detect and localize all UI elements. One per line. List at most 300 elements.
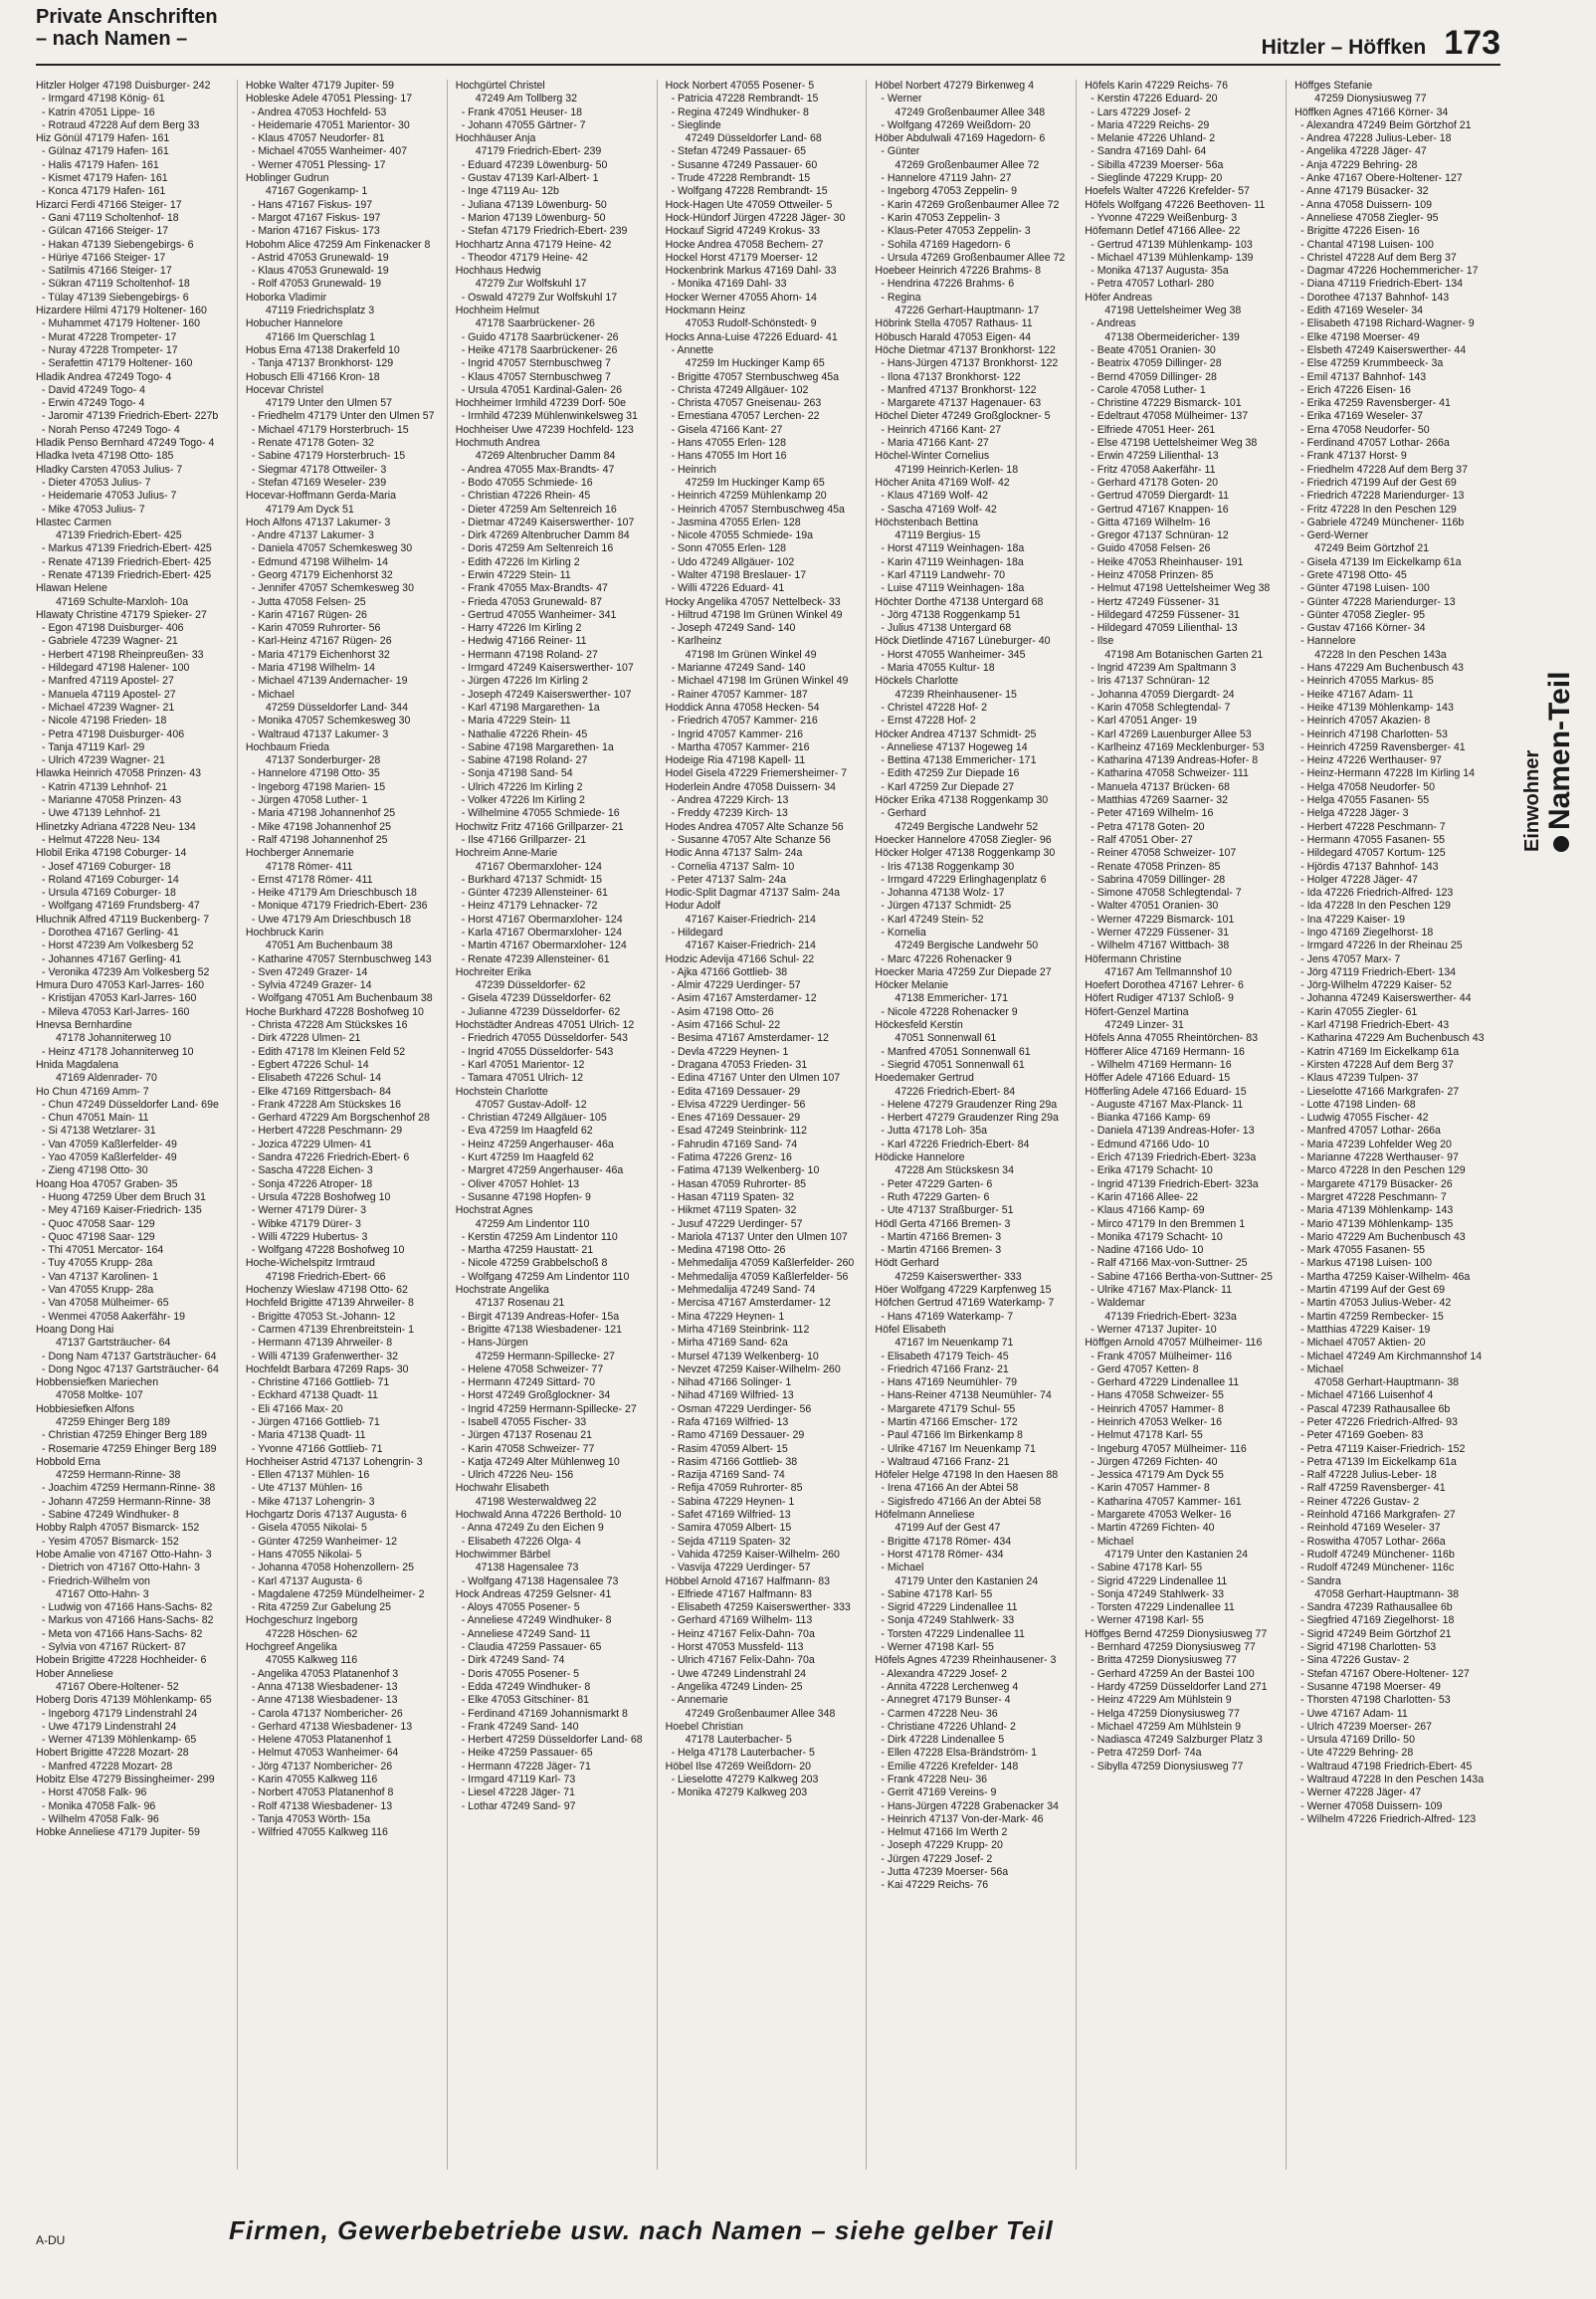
directory-entry: - Ernst 47178 Römer- 411 [251, 873, 373, 886]
directory-entry: - Horst 47055 Wanheimer- 345 [881, 648, 1026, 661]
directory-entry: - Kristijan 47053 Karl-Jarres- 160 [42, 992, 197, 1005]
directory-entry: - Elke 47198 Moerser- 49 [1300, 330, 1420, 343]
directory-entry: - Gertrud 47059 Diergardt- 11 [1091, 490, 1230, 503]
directory-entry: 47249 Bergische Landwehr 50 [895, 940, 1039, 952]
directory-entry: - Edith 47178 Im Kleinen Feld 52 [251, 1045, 406, 1058]
directory-entry: - Sylvia von 47167 Rückert- 87 [42, 1641, 186, 1654]
directory-entry: - Hans 47229 Am Buchenbusch 43 [1300, 662, 1464, 675]
directory-entry: 47179 Unter den Kastanien 24 [895, 1574, 1039, 1587]
directory-entry: - Thi 47051 Mercator- 164 [42, 1244, 164, 1257]
directory-entry: - Uwe 47179 Am Drieschbusch 18 [251, 913, 412, 926]
directory-entry: - Michael 47198 Im Grünen Winkel 49 [671, 675, 849, 688]
directory-entry: Hitzler Holger 47198 Duisburger- 242 [36, 80, 211, 92]
directory-entry: - Monique 47179 Friedrich-Ebert- 236 [251, 900, 428, 913]
directory-entry: - Tanja 47119 Karl- 29 [42, 740, 145, 753]
directory-entry: - Gerhard 47259 An der Bastei 100 [1091, 1667, 1255, 1680]
directory-entry: - Matthias 47269 Saarner- 32 [1091, 794, 1229, 807]
directory-entry: - Irmgard 47249 Kaiserswerther- 107 [461, 662, 634, 675]
directory-entry: Höbel Norbert 47279 Birkenweg 4 [875, 80, 1035, 92]
directory-entry: - Maria 47198 Johannenhof 25 [251, 807, 396, 820]
directory-entry: - Wolfgang 47228 Rembrandt- 15 [671, 185, 828, 198]
directory-entry: - Karin 47059 Ruhrorter- 56 [251, 622, 381, 635]
directory-entry: - Petra 47057 Lotharl- 280 [1091, 278, 1214, 291]
directory-entry: - Mileva 47053 Karl-Jarres- 160 [42, 1005, 190, 1018]
directory-entry: - Mehmedalija 47059 Kaßlerfelder- 56 [671, 1270, 849, 1283]
directory-entry: - Ida 47226 Friedrich-Alfred- 123 [1300, 887, 1454, 900]
directory-entry: Hochgürtel Christel [455, 80, 545, 92]
directory-entry: - Asim 47166 Schul- 22 [671, 1019, 781, 1032]
directory-entry: - Hiltrud 47198 Im Grünen Winkel 49 [671, 608, 843, 621]
directory-entry: - Martin 47199 Auf der Gest 69 [1300, 1284, 1446, 1297]
directory-entry: - Klaus 47166 Kamp- 69 [1091, 1204, 1205, 1217]
directory-entry: - Anja 47229 Behring- 28 [1300, 158, 1418, 171]
directory-entry: - Karlheinz [671, 635, 722, 648]
directory-entry: - Andrea 47053 Hochfeld- 53 [251, 105, 387, 118]
directory-entry: - Trude 47228 Rembrandt- 15 [671, 172, 811, 185]
directory-entry: - Elfriede 47051 Heer- 261 [1091, 423, 1216, 436]
directory-entry: - Michael 47055 Wanheimer- 407 [251, 145, 408, 158]
directory-entry: Hnida Magdalena [36, 1058, 119, 1071]
directory-entry: - Gregor 47137 Schnüran- 12 [1091, 529, 1229, 542]
directory-entry: - Elisabeth 47179 Teich- 45 [881, 1350, 1009, 1362]
directory-entry: - Heidemarie 47051 Marientor- 30 [251, 118, 410, 131]
directory-entry: - Uwe 47249 Lindenstrahl 24 [671, 1667, 807, 1680]
directory-entry: 47259 Düsseldorfer Land- 344 [265, 701, 408, 714]
directory-entry: - Eli 47166 Max- 20 [251, 1402, 343, 1415]
directory-entry: Hoefert Dorothea 47167 Lehrer- 6 [1085, 979, 1244, 992]
directory-entry: - Jürgen 47229 Josef- 2 [881, 1852, 993, 1865]
directory-entry: Hobe Amalie von 47167 Otto-Hahn- 3 [36, 1548, 212, 1561]
directory-entry: Hochgreef Angelika [245, 1641, 337, 1654]
directory-entry: Hockenbrink Markus 47169 Dahl- 33 [665, 265, 837, 278]
directory-entry: - Frank 47228 Neu- 36 [881, 1774, 988, 1785]
directory-entry: - Dagmar 47226 Hochemmericher- 17 [1300, 265, 1479, 278]
directory-entry: Hochwimmer Bärbel [455, 1548, 551, 1561]
directory-entry: - Brigitte 47226 Eisen- 16 [1300, 225, 1420, 238]
directory-entry: - Werner 47228 Jäger- 47 [1300, 1786, 1422, 1799]
directory-entry: - Christel 47228 Auf dem Berg 37 [1300, 251, 1457, 264]
directory-entry: - Rainer 47057 Kammer- 187 [671, 688, 808, 701]
directory-entry: - Mercisa 47167 Amsterdamer- 12 [671, 1297, 831, 1310]
directory-entry: - Regina 47249 Windhuker- 8 [671, 105, 809, 118]
directory-entry: - Hans 47167 Fiskus- 197 [251, 198, 373, 211]
directory-entry: - Ralf 47166 Max-von-Suttner- 25 [1091, 1257, 1248, 1270]
directory-entry: - Pascal 47239 Rathausallee 6b [1300, 1402, 1451, 1415]
directory-entry: - Heinrich 47137 Von-der-Mark- 46 [881, 1812, 1044, 1825]
directory-entry: - Rotraud 47228 Auf dem Berg 33 [42, 118, 200, 131]
directory-entry: - Alexandra 47229 Josef- 2 [881, 1667, 1008, 1680]
directory-entry: Hochbruck Karin [245, 927, 324, 939]
directory-entry: Höck Dietlinde 47167 Lüneburger- 40 [875, 635, 1051, 648]
directory-entry: - Karl 47198 Friedrich-Ebert- 43 [1300, 1019, 1450, 1032]
directory-entry: Hock Andreas 47259 Gelsner- 41 [455, 1587, 612, 1600]
directory-entry: - Helmut 47228 Neu- 134 [42, 833, 160, 846]
directory-entry: - Christian 47226 Rhein- 45 [461, 490, 591, 503]
directory-entry: - Helga 47178 Lauterbacher- 5 [671, 1747, 815, 1760]
directory-entry: - Karl 47051 Marientor- 12 [461, 1058, 585, 1071]
directory-entry: Hochheiser Astrid 47137 Lohengrin- 3 [245, 1455, 423, 1468]
directory-entry: - Christian 47259 Ehinger Berg 189 [42, 1429, 208, 1442]
directory-entry: Höfferling Adele 47166 Eduard- 15 [1085, 1085, 1247, 1098]
directory-entry: Hockmann Heinz [665, 305, 746, 317]
directory-entry: - Yvonne 47166 Gottlieb- 71 [251, 1442, 383, 1455]
directory-entry: - Mina 47229 Heynen- 1 [671, 1310, 785, 1323]
directory-entry: - Quoc 47058 Saar- 129 [42, 1217, 155, 1230]
directory-entry: - Heinrich [671, 463, 716, 476]
directory-entry: Hochstädter Andreas 47051 Ulrich- 12 [455, 1019, 635, 1032]
directory-entry: - Margot 47167 Fiskus- 197 [251, 211, 381, 224]
directory-entry: - Edith 47226 Im Kirling 2 [461, 555, 580, 568]
directory-entry: - Walter 47051 Oranien- 30 [1091, 900, 1219, 913]
directory-entry: - Christel 47228 Hof- 2 [881, 701, 987, 714]
directory-entry: - Katharine 47057 Sternbuschweg 143 [251, 952, 432, 965]
directory-entry: - Nicole 47228 Rohenacker 9 [881, 1005, 1018, 1018]
directory-entry: - Ilona 47137 Bronkhorst- 122 [881, 370, 1021, 383]
directory-entry: Höchstenbach Bettina [875, 516, 979, 528]
directory-entry: - Heike 47178 Saarbrückener- 26 [461, 343, 618, 356]
directory-entry: - Carole 47058 Luther- 1 [1091, 383, 1206, 396]
directory-entry: Höffges Bernd 47259 Dionysiusweg 77 [1085, 1627, 1268, 1640]
directory-entry: Hockauf Sigrid 47249 Krokus- 33 [665, 225, 821, 238]
directory-entry: - Jürgen 47226 Im Kirling 2 [461, 675, 588, 688]
directory-entry: - Jürgen 47269 Fichten- 40 [1091, 1455, 1218, 1468]
directory-entry: - Nicole 47198 Frieden- 18 [42, 715, 167, 728]
directory-entry: Hobbensiefken Mariechen [36, 1376, 159, 1389]
directory-entry: - Beate 47051 Oranien- 30 [1091, 343, 1216, 356]
directory-entry: - Heinrich 47198 Charlotten- 53 [1300, 728, 1448, 740]
directory-entry: - Dietmar 47249 Kaiserswerther- 107 [461, 516, 635, 528]
directory-entry: Höcker Holger 47138 Roggenkamp 30 [875, 847, 1056, 860]
directory-entry: - Mike 47198 Johannenhof 25 [251, 820, 392, 833]
directory-entry: Hochgeschurz Ingeborg [245, 1614, 358, 1627]
directory-entry: - Martha 47057 Kammer- 216 [671, 740, 810, 753]
directory-entry: - Wolfgang 47169 Frundsberg- 47 [42, 900, 200, 913]
directory-entry: - Karla 47167 Obermarxloher- 124 [461, 927, 623, 939]
directory-entry: - Ingrid 47057 Sternbuschweg 7 [461, 357, 611, 370]
directory-entry: - Sabine 47178 Karl- 55 [1091, 1562, 1203, 1574]
directory-entry: Hoecker Maria 47259 Zur Diepade 27 [875, 965, 1052, 978]
directory-entry: 47138 Hagensalee 73 [475, 1562, 579, 1574]
directory-entry: - Sohila 47169 Hagedorn- 6 [881, 238, 1011, 251]
directory-entry: - Holger 47228 Jäger- 47 [1300, 873, 1418, 886]
directory-entry: - Michael 47166 Luisenhof 4 [1300, 1389, 1434, 1402]
directory-entry: - David 47249 Togo- 4 [42, 383, 146, 396]
directory-entry: - Manfred 47137 Bronkhorst- 122 [881, 383, 1037, 396]
directory-entry: - Anneliese 47249 Windhuker- 8 [461, 1614, 612, 1627]
directory-entry: - Yesim 47057 Bismarck- 152 [42, 1535, 179, 1548]
directory-entry: - Ingeburg 47057 Mülheimer- 116 [1091, 1442, 1247, 1455]
directory-entry: - Ida 47228 In den Peschen 129 [1300, 900, 1451, 913]
directory-entry: - Jürgen 47166 Gottlieb- 71 [251, 1415, 380, 1428]
directory-entry: - Asim 47198 Otto- 26 [671, 1005, 774, 1018]
directory-entry: Hoch Alfons 47137 Lakumer- 3 [245, 516, 391, 528]
directory-entry: - Frank 47051 Heuser- 18 [461, 105, 583, 118]
directory-entry: - Helga 47259 Dionysiusweg 77 [1091, 1707, 1240, 1720]
directory-entry: Hobert Brigitte 47228 Mozart- 28 [36, 1747, 189, 1760]
directory-entry: - Petra 47178 Goten- 20 [1091, 820, 1205, 833]
directory-entry: - Dieter 47053 Julius- 7 [42, 476, 151, 489]
directory-entry: - Günter [881, 145, 920, 158]
directory-entry: - Karin 47055 Kalkweg 116 [251, 1774, 378, 1785]
directory-entry: - Friedrich 47166 Franz- 21 [881, 1362, 1009, 1375]
directory-entry: - Marco 47228 In den Peschen 129 [1300, 1164, 1466, 1177]
directory-entry: - Siegfried 47169 Ziegelhorst- 18 [1300, 1614, 1455, 1627]
directory-entry: - Johanna 47059 Diergardt- 24 [1091, 688, 1235, 701]
directory-entry: - Susanne 47198 Moerser- 49 [1300, 1680, 1441, 1693]
directory-entry: - Kai 47229 Reichs- 76 [881, 1879, 989, 1892]
directory-entry: - Werner 47198 Karl- 55 [1091, 1614, 1204, 1627]
bullet-icon [1553, 836, 1569, 852]
directory-entry: - Renate 47139 Friedrich-Ebert- 425 [42, 568, 212, 581]
directory-entry: Hock Norbert 47055 Posener- 5 [665, 80, 815, 92]
directory-entry: - Katharina 47229 Am Buchenbusch 43 [1300, 1032, 1485, 1045]
directory-entry: 47167 Im Neuenkamp 71 [895, 1337, 1014, 1350]
directory-entry: Hochstein Charlotte [455, 1085, 548, 1098]
directory-entry: Hochgartz Doris 47137 Augusta- 6 [245, 1509, 407, 1522]
directory-entry: - Günter 47058 Ziegler- 95 [1300, 608, 1425, 621]
directory-entry: - Gertrud 47167 Knappen- 16 [1091, 503, 1229, 516]
directory-entry: - Sabine 47178 Karl- 55 [881, 1587, 993, 1600]
directory-entry: - Helmut 47053 Wanheimer- 64 [251, 1747, 399, 1760]
directory-entry: - Auguste 47167 Max-Planck- 11 [1091, 1098, 1244, 1111]
directory-entry: - Hans-Jürgen 47137 Bronkhorst- 122 [881, 357, 1059, 370]
directory-entry: 47198 Im Grünen Winkel 49 [685, 648, 817, 661]
directory-entry: - Mehmedalija 47059 Kaßlerfelder- 260 [671, 1257, 855, 1270]
directory-entry: - Ursula 47228 Boshofweg 10 [251, 1190, 391, 1203]
directory-entry: - Fatima 47139 Welkenberg- 10 [671, 1164, 820, 1177]
directory-entry: - Edina 47167 Unter den Ulmen 107 [671, 1072, 841, 1085]
directory-column [875, 80, 1077, 2170]
directory-entry: - Ulrike 47167 Im Neuenkamp 71 [881, 1442, 1036, 1455]
directory-entry: - Bernhard 47259 Dionysiusweg 77 [1091, 1641, 1256, 1654]
directory-entry: - Mario 47139 Möhlenkamp- 135 [1300, 1217, 1454, 1230]
directory-entry: 47199 Auf der Gest 47 [895, 1522, 1001, 1535]
directory-entry: 47167 Kaiser-Friedrich- 214 [685, 913, 816, 926]
directory-entry: 47249 Beim Görtzhof 21 [1314, 542, 1429, 555]
directory-entry: 47137 Rosenau 21 [475, 1297, 565, 1310]
directory-entry: - Sigrid 47229 Lindenallee 11 [881, 1601, 1018, 1614]
directory-entry: - Horst 47119 Weinhagen- 18a [881, 542, 1025, 555]
directory-entry: 47269 Altenbrucher Damm 84 [475, 450, 616, 463]
directory-entry: - Nihad 47166 Solinger- 1 [671, 1376, 792, 1389]
directory-entry: - Vasvija 47229 Uerdinger- 57 [671, 1562, 811, 1574]
directory-entry: Höfel Elisabeth [875, 1323, 946, 1336]
directory-entry: - Fritz 47058 Aakerfähr- 11 [1091, 463, 1216, 476]
directory-entry: - Osman 47229 Uerdinger- 56 [671, 1402, 812, 1415]
directory-entry: - Monika 47279 Kalkweg 203 [671, 1786, 808, 1799]
directory-entry: - Diana 47119 Friedrich-Ebert- 134 [1300, 278, 1464, 291]
directory-entry: Hobleske Adele 47051 Plessing- 17 [245, 93, 413, 105]
directory-entry: - Ingrid 47057 Kammer- 216 [671, 728, 804, 740]
directory-entry: - Ingeborg 47179 Lindenstrahl 24 [42, 1707, 198, 1720]
directory-entry: - Brigitte 47138 Wiesbadener- 121 [461, 1323, 623, 1336]
directory-entry: - Sandra 47226 Friedrich-Ebert- 6 [251, 1151, 410, 1164]
directory-entry: - Sonn 47055 Erlen- 128 [671, 542, 786, 555]
directory-entry: - Jutta 47239 Moerser- 56a [881, 1866, 1009, 1879]
directory-entry: - Werner [881, 93, 922, 105]
directory-entry: - Günter 47228 Mariendurger- 13 [1300, 595, 1456, 608]
directory-entry: - Andrea 47228 Julius-Leber- 18 [1300, 132, 1452, 145]
directory-entry: - Roland 47169 Coburger- 14 [42, 873, 179, 886]
directory-entry: - Kurt 47259 Im Haagfeld 62 [461, 1151, 594, 1164]
directory-entry: - Frank 47055 Max-Brandts- 47 [461, 582, 608, 595]
directory-entry: - Angelika 47053 Platanenhof 3 [251, 1667, 399, 1680]
directory-entry: - Wolfgang 47051 Am Buchenbaum 38 [251, 992, 433, 1005]
directory-entry: - Grete 47198 Otto- 45 [1300, 568, 1407, 581]
directory-entry: - Waltraud 47166 Franz- 21 [881, 1455, 1010, 1468]
directory-entry: - Ludwig 47055 Fischer- 42 [1300, 1112, 1429, 1125]
directory-entry: 47226 Friedrich-Ebert- 84 [895, 1085, 1016, 1098]
directory-entry: - Andre 47137 Lakumer- 3 [251, 529, 374, 542]
directory-entry: - Ferdinand 47057 Lothar- 266a [1300, 437, 1450, 450]
directory-entry: - Mursel 47139 Welkenberg- 10 [671, 1350, 819, 1362]
directory-entry: - Heike 47053 Rheinhauser- 191 [1091, 555, 1244, 568]
directory-entry: 47249 Am Tollberg 32 [475, 93, 577, 105]
directory-entry: - Hermann 47055 Fasanen- 55 [1300, 833, 1446, 846]
directory-entry: - Marianne 47228 Werthauser- 97 [1300, 1151, 1459, 1164]
directory-entry: - Emilie 47226 Krefelder- 148 [881, 1760, 1019, 1773]
directory-entry: - Sina 47226 Gustav- 2 [1300, 1654, 1410, 1667]
directory-entry: 47249 Düsseldorfer Land- 68 [685, 132, 822, 145]
directory-entry: - Gerhard [881, 807, 926, 820]
directory-entry: - Marianne 47058 Prinzen- 43 [42, 794, 182, 807]
directory-entry: - Melanie 47226 Uhland- 2 [1091, 132, 1216, 145]
directory-entry: - Yvonne 47229 Weißenburg- 3 [1091, 211, 1238, 224]
directory-entry: - Anneliese 47137 Hogeweg 14 [881, 740, 1028, 753]
directory-entry: - Ursula 47169 Coburger- 18 [42, 887, 176, 900]
directory-entry: - Friedrich 47055 Düsseldorfer- 543 [461, 1032, 628, 1045]
directory-entry: Hochhaus Hedwig [455, 265, 541, 278]
directory-entry: - Cornelia 47137 Salm- 10 [671, 860, 795, 873]
directory-entry: - Frieda 47053 Grunewald- 87 [461, 595, 603, 608]
directory-entry: Höffgen Arnold 47057 Mülheimer- 116 [1085, 1337, 1263, 1350]
directory-entry: - Michael 47239 Wagner- 21 [42, 701, 175, 714]
directory-entry: - Gani 47119 Scholtenhof- 18 [42, 211, 179, 224]
directory-entry: - Heinrich 47057 Akazien- 8 [1300, 715, 1431, 728]
directory-entry: - Annette [671, 343, 713, 356]
directory-entry: - Edmund 47198 Wilhelm- 14 [251, 555, 389, 568]
directory-entry: - Quoc 47198 Saar- 129 [42, 1230, 155, 1243]
directory-entry: - Murat 47228 Trompeter- 17 [42, 330, 177, 343]
directory-entry: - Werner 47051 Plessing- 17 [251, 158, 386, 171]
directory-entry: - Matthias 47229 Kaiser- 19 [1300, 1323, 1431, 1336]
directory-entry: - Huong 47259 Über dem Bruch 31 [42, 1190, 206, 1203]
directory-entry: 47119 Friedrichsplatz 3 [265, 305, 375, 317]
section-title-line2: – nach Namen – [36, 28, 188, 50]
directory-entry: Hochwahr Elisabeth [455, 1482, 549, 1495]
directory-entry: - Magdalene 47259 Mündelheimer- 2 [251, 1587, 425, 1600]
directory-entry: - Paul 47166 Im Birkenkamp 8 [881, 1429, 1023, 1442]
directory-entry: - Jozica 47229 Ulmen- 41 [251, 1138, 372, 1150]
directory-entry: 47228 Höschen- 62 [265, 1627, 358, 1640]
directory-entry: - Torsten 47229 Lindenallee 11 [881, 1627, 1025, 1640]
name-range: Hitzler – Höffken [1261, 36, 1427, 59]
directory-entry: - Wolfgang 47138 Hagensalee 73 [461, 1574, 619, 1587]
directory-entry: - Eckhard 47138 Quadt- 11 [251, 1389, 378, 1402]
directory-entry: Hochheim Helmut [455, 305, 539, 317]
directory-entry: - Heinz-Hermann 47228 Im Kirling 14 [1300, 767, 1476, 780]
directory-entry: - Esad 47249 Steinbrink- 112 [671, 1125, 807, 1138]
directory-entry: - Ralf 47051 Ober- 27 [1091, 833, 1193, 846]
directory-column [456, 80, 658, 2170]
directory-entry: Hochreiter Erika [455, 965, 531, 978]
directory-entry: - Hermann 47139 Ahrweiler- 8 [251, 1337, 393, 1350]
directory-entry: - Muhammet 47179 Holtener- 160 [42, 317, 200, 330]
directory-entry: Hocevar-Hoffmann Gerda-Maria [245, 490, 396, 503]
directory-entry: - Horst 47239 Am Volkesberg 52 [42, 940, 194, 952]
directory-entry: - Helmut 47198 Uettelsheimer Weg 38 [1091, 582, 1271, 595]
directory-entry: - Nicole 47055 Schmiede- 19a [671, 529, 814, 542]
directory-entry: - Willi 47139 Grafenwerther- 32 [251, 1350, 399, 1362]
directory-entry: 47169 Schulte-Marxloh- 10a [56, 595, 189, 608]
directory-entry: - Hans 47058 Schweizer- 55 [1091, 1389, 1224, 1402]
directory-entry: - Ursula 47269 Großenbaumer Allee 72 [881, 251, 1066, 264]
directory-entry: Höbbel Arnold 47167 Halfmann- 83 [665, 1574, 831, 1587]
directory-entry: - Maria 47166 Kant- 27 [881, 437, 989, 450]
directory-entry: - Theodor 47179 Heine- 42 [461, 251, 588, 264]
directory-entry: - Margret 47259 Angerhauser- 46a [461, 1164, 624, 1177]
directory-entry: - Ulrich 47167 Felix-Dahn- 70a [671, 1654, 815, 1667]
directory-entry: - Ulrike 47167 Max-Planck- 11 [1091, 1284, 1232, 1297]
directory-entry: - Razija 47169 Sand- 74 [671, 1469, 785, 1482]
directory-entry: 47249 Linzer- 31 [1104, 1019, 1184, 1032]
directory-entry: - Jörg-Wilhelm 47229 Kaiser- 52 [1300, 979, 1453, 992]
directory-entry: - Hakan 47139 Siebengebirgs- 6 [42, 238, 194, 251]
directory-entry: Hoborka Vladimir [245, 291, 327, 304]
directory-entry: 47167 Otto-Hahn- 3 [56, 1587, 149, 1600]
directory-entry: - Ute 47137 Mühlen- 16 [251, 1482, 363, 1495]
directory-entry: - Mark 47055 Fasanen- 55 [1300, 1244, 1425, 1257]
directory-entry: - Horst 47249 Großglockner- 34 [461, 1389, 611, 1402]
directory-entry: 47167 Kaiser-Friedrich- 214 [685, 940, 816, 952]
directory-entry: - Kismet 47179 Hafen- 161 [42, 172, 168, 185]
directory-entry: - Hermann 47249 Sittard- 70 [461, 1376, 595, 1389]
directory-entry: Höcker Melanie [875, 979, 949, 992]
directory-entry: - Lieselotte 47166 Markgrafen- 27 [1300, 1085, 1460, 1098]
directory-entry: - Andrea 47229 Kirch- 13 [671, 794, 789, 807]
directory-entry: - Beatrix 47059 Dillinger- 28 [1091, 357, 1222, 370]
directory-entry: Hoebeer Heinrich 47226 Brahms- 8 [875, 265, 1042, 278]
directory-entry: - Helene 47058 Schweizer- 77 [461, 1362, 604, 1375]
directory-entry: - Dirk 47228 Ulmen- 21 [251, 1032, 361, 1045]
directory-entry: - Christa 47057 Gneisenau- 263 [671, 397, 822, 410]
directory-entry: Hodur Adolf [665, 900, 720, 913]
directory-entry: - Nadiasca 47249 Salzburger Platz 3 [1091, 1734, 1263, 1747]
directory-entry: - Edith 47259 Zur Diepade 16 [881, 767, 1020, 780]
directory-entry: - Bodo 47055 Schmiede- 16 [461, 476, 593, 489]
directory-entry: - Margarete 47179 Schul- 55 [881, 1402, 1016, 1415]
directory-entry: Hochenzy Wieslaw 47198 Otto- 62 [245, 1284, 408, 1297]
directory-entry: - Birgit 47139 Andreas-Hofer- 15a [461, 1310, 620, 1323]
directory-entry: - Herbert 47198 Rheinpreußen- 33 [42, 648, 204, 661]
directory-entry: 47198 Am Botanischen Garten 21 [1104, 648, 1264, 661]
directory-entry: - Ulrich 47226 Im Kirling 2 [461, 780, 583, 793]
directory-entry: Hlinetzky Adriana 47228 Neu- 134 [36, 820, 196, 833]
directory-entry: - Hildegard 47059 Lilienthal- 13 [1091, 622, 1238, 635]
directory-entry: - Margarete 47053 Welker- 16 [1091, 1509, 1232, 1522]
directory-entry: - Nuray 47228 Trompeter- 17 [42, 343, 178, 356]
directory-entry: - Dirk 47249 Sand- 74 [461, 1654, 565, 1667]
directory-entry: Höffken Agnes 47166 Körner- 34 [1295, 105, 1449, 118]
directory-entry: - Karin 47119 Weinhagen- 18a [881, 555, 1024, 568]
directory-entry: - Mehmedalija 47249 Sand- 74 [671, 1284, 816, 1297]
directory-entry: Höcher Anita 47169 Wolf- 42 [875, 476, 1010, 489]
directory-entry: - Emil 47137 Bahnhof- 143 [1300, 370, 1427, 383]
directory-entry: 47179 Am Dyck 51 [265, 503, 354, 516]
directory-entry: Höer Wolfgang 47229 Karpfenweg 15 [875, 1284, 1052, 1297]
directory-entry: - Britta 47259 Dionysiusweg 77 [1091, 1654, 1237, 1667]
directory-entry: - Tanja 47053 Wörth- 15a [251, 1812, 371, 1825]
